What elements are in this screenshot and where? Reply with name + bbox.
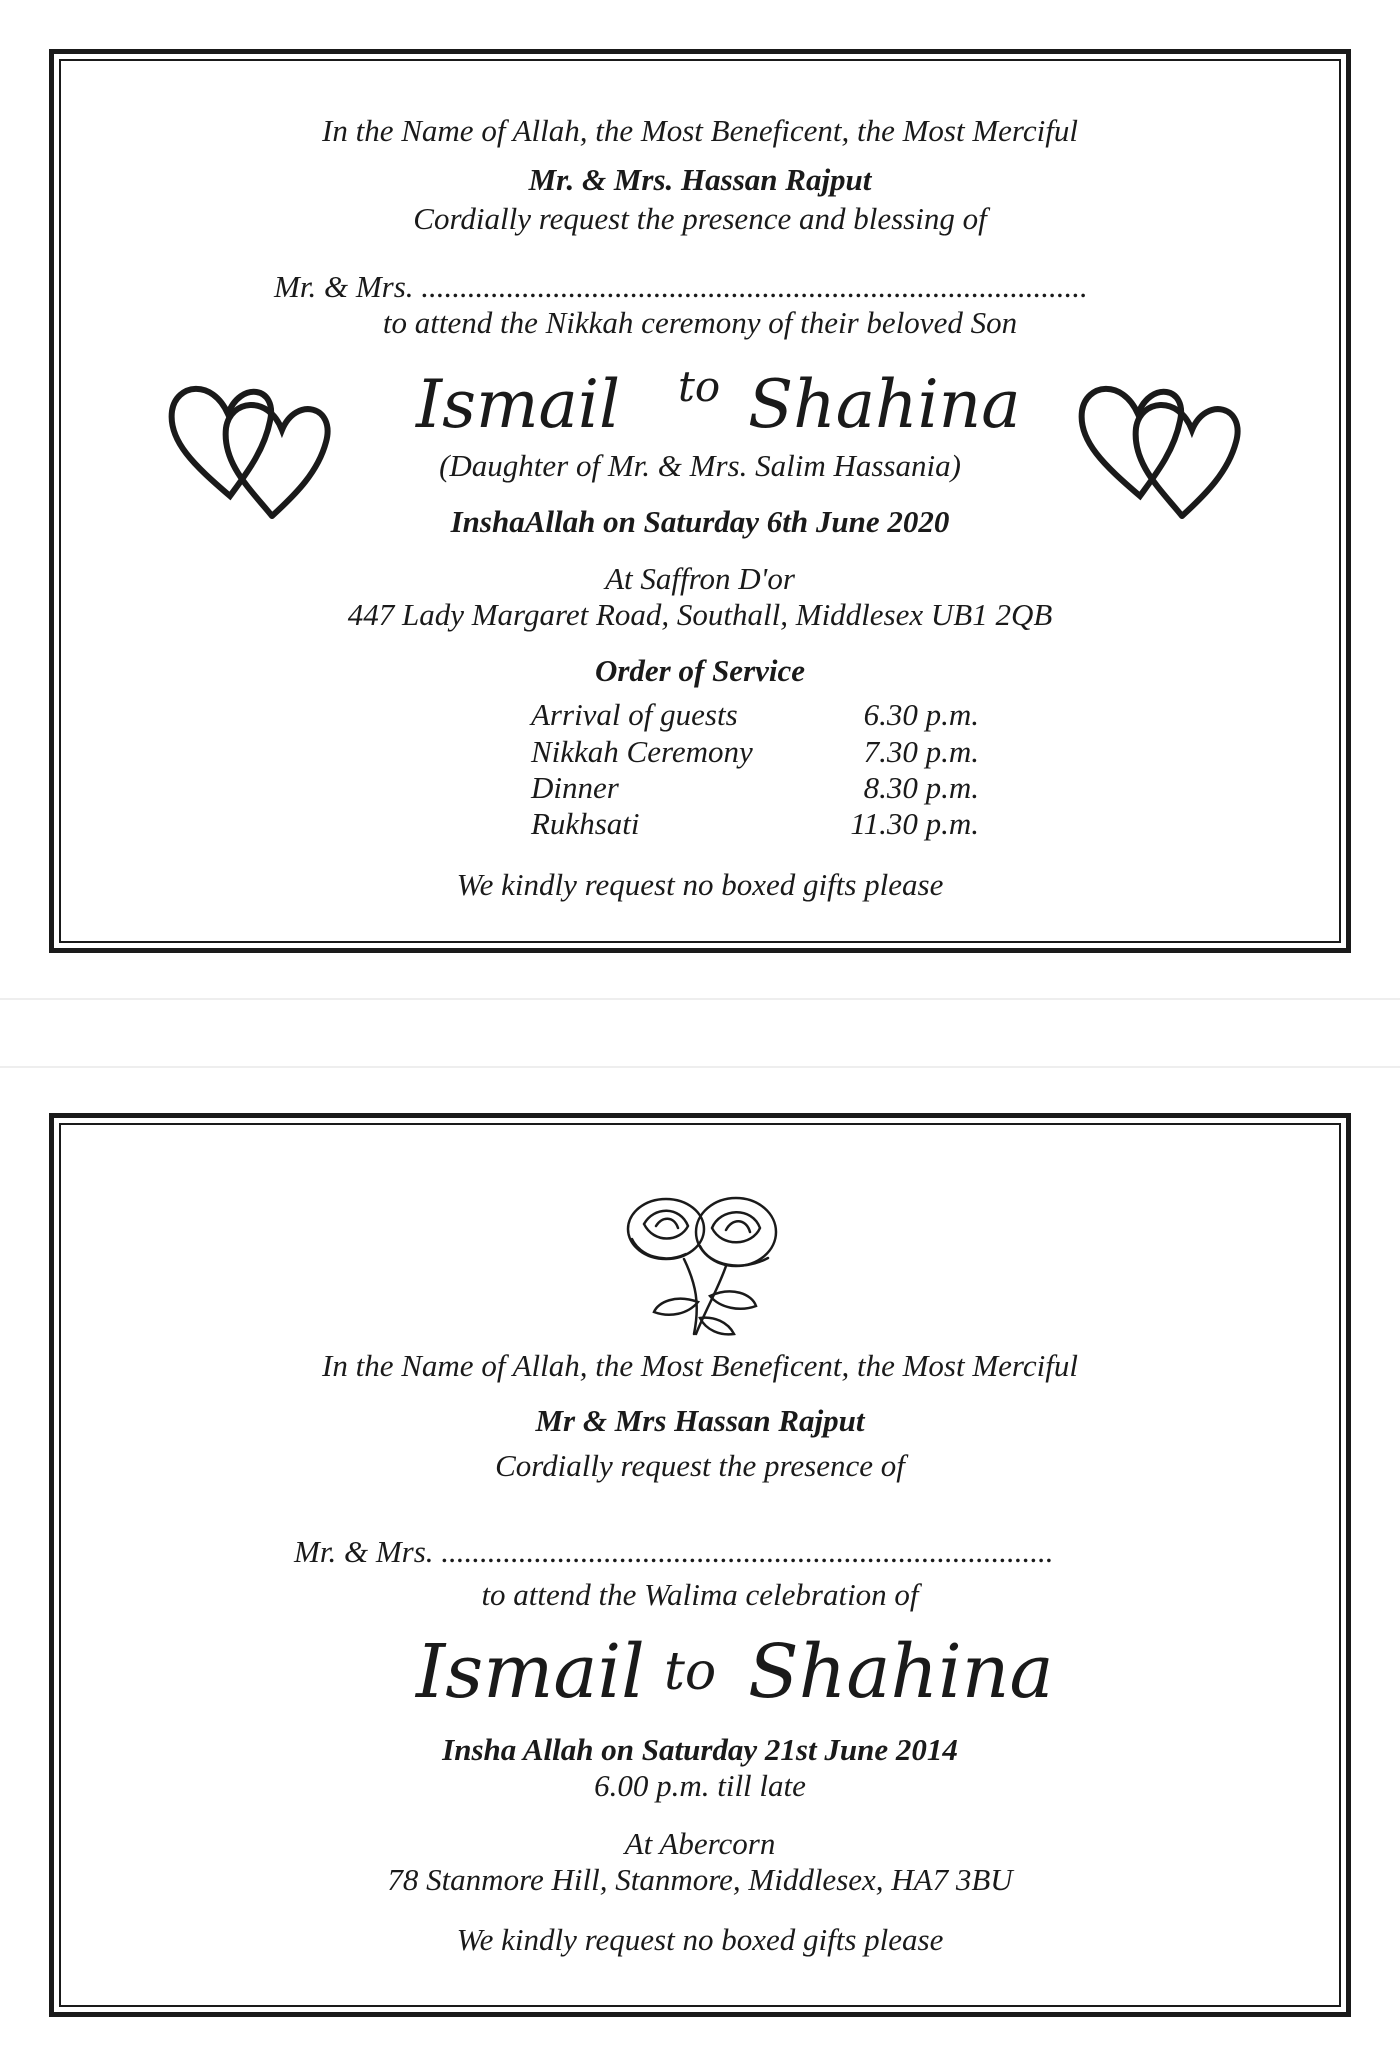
walima-guest-line: Mr. & Mrs. ............................................................................... — [294, 1534, 1054, 1569]
walima-request: Cordially request the presence of — [495, 1448, 905, 1483]
nikkah-groom-name: Ismail — [416, 366, 621, 443]
walima-greeting: In the Name of Allah, the Most Beneficent, the Most Merciful — [322, 1348, 1078, 1383]
walima-groom-name: Ismail — [416, 1629, 645, 1715]
sheet-separator-bottom — [0, 1066, 1400, 1068]
schedule-time: 6.30 p.m. — [863, 697, 979, 732]
walima-date: Insha Allah on Saturday 21st June 2014 — [442, 1732, 958, 1767]
schedule-time: 8.30 p.m. — [863, 770, 979, 805]
nikkah-bride-parents: (Daughter of Mr. & Mrs. Salim Hassania) — [439, 448, 961, 483]
sheet-separator-top — [0, 998, 1400, 1000]
nikkah-hosts: Mr. & Mrs. Hassan Rajput — [528, 162, 872, 197]
walima-bride-name: Shahina — [748, 1629, 1054, 1715]
schedule-event: Nikkah Ceremony — [531, 734, 753, 769]
nikkah-to: to — [678, 362, 721, 411]
walima-hosts: Mr & Mrs Hassan Rajput — [535, 1403, 865, 1438]
schedule-row — [531, 772, 991, 806]
nikkah-note: We kindly request no boxed gifts please — [456, 867, 944, 902]
schedule-event: Rukhsati — [531, 806, 640, 841]
walima-to: to — [664, 1642, 717, 1702]
nikkah-date: InshaAllah on Saturday 6th June 2020 — [450, 504, 950, 539]
schedule-event: Dinner — [531, 770, 619, 805]
walima-venue: At Abercorn — [624, 1826, 776, 1861]
schedule-event: Arrival of guests — [531, 697, 738, 732]
walima-card — [49, 1113, 1351, 2017]
schedule-row — [531, 736, 991, 770]
walima-address: 78 Stanmore Hill, Stanmore, Middlesex, HA7 3BU — [387, 1862, 1013, 1897]
nikkah-request: Cordially request the presence and blessing of — [413, 201, 987, 236]
nikkah-greeting: In the Name of Allah, the Most Beneficent, the Most Merciful — [322, 113, 1078, 148]
nikkah-address: 447 Lady Margaret Road, Southall, Middlesex UB1 2QB — [347, 597, 1053, 632]
nikkah-purpose: to attend the Nikkah ceremony of their beloved Son — [382, 305, 1018, 340]
walima-purpose: to attend the Walima celebration of — [481, 1577, 919, 1612]
schedule-time: 7.30 p.m. — [863, 734, 979, 769]
nikkah-bride-name: Shahina — [748, 366, 1021, 443]
walima-time: 6.00 p.m. till late — [594, 1768, 806, 1803]
walima-note: We kindly request no boxed gifts please — [456, 1922, 944, 1957]
nikkah-order-title: Order of Service — [594, 653, 806, 688]
schedule-row — [531, 699, 991, 733]
nikkah-venue: At Saffron D'or — [605, 561, 795, 596]
roses-icon — [614, 1184, 794, 1344]
schedule-time: 11.30 p.m. — [850, 806, 979, 841]
schedule-row — [531, 808, 991, 842]
nikkah-guest-line: Mr. & Mrs. ...................................................................................... — [274, 269, 1088, 304]
nikkah-card — [49, 49, 1351, 953]
